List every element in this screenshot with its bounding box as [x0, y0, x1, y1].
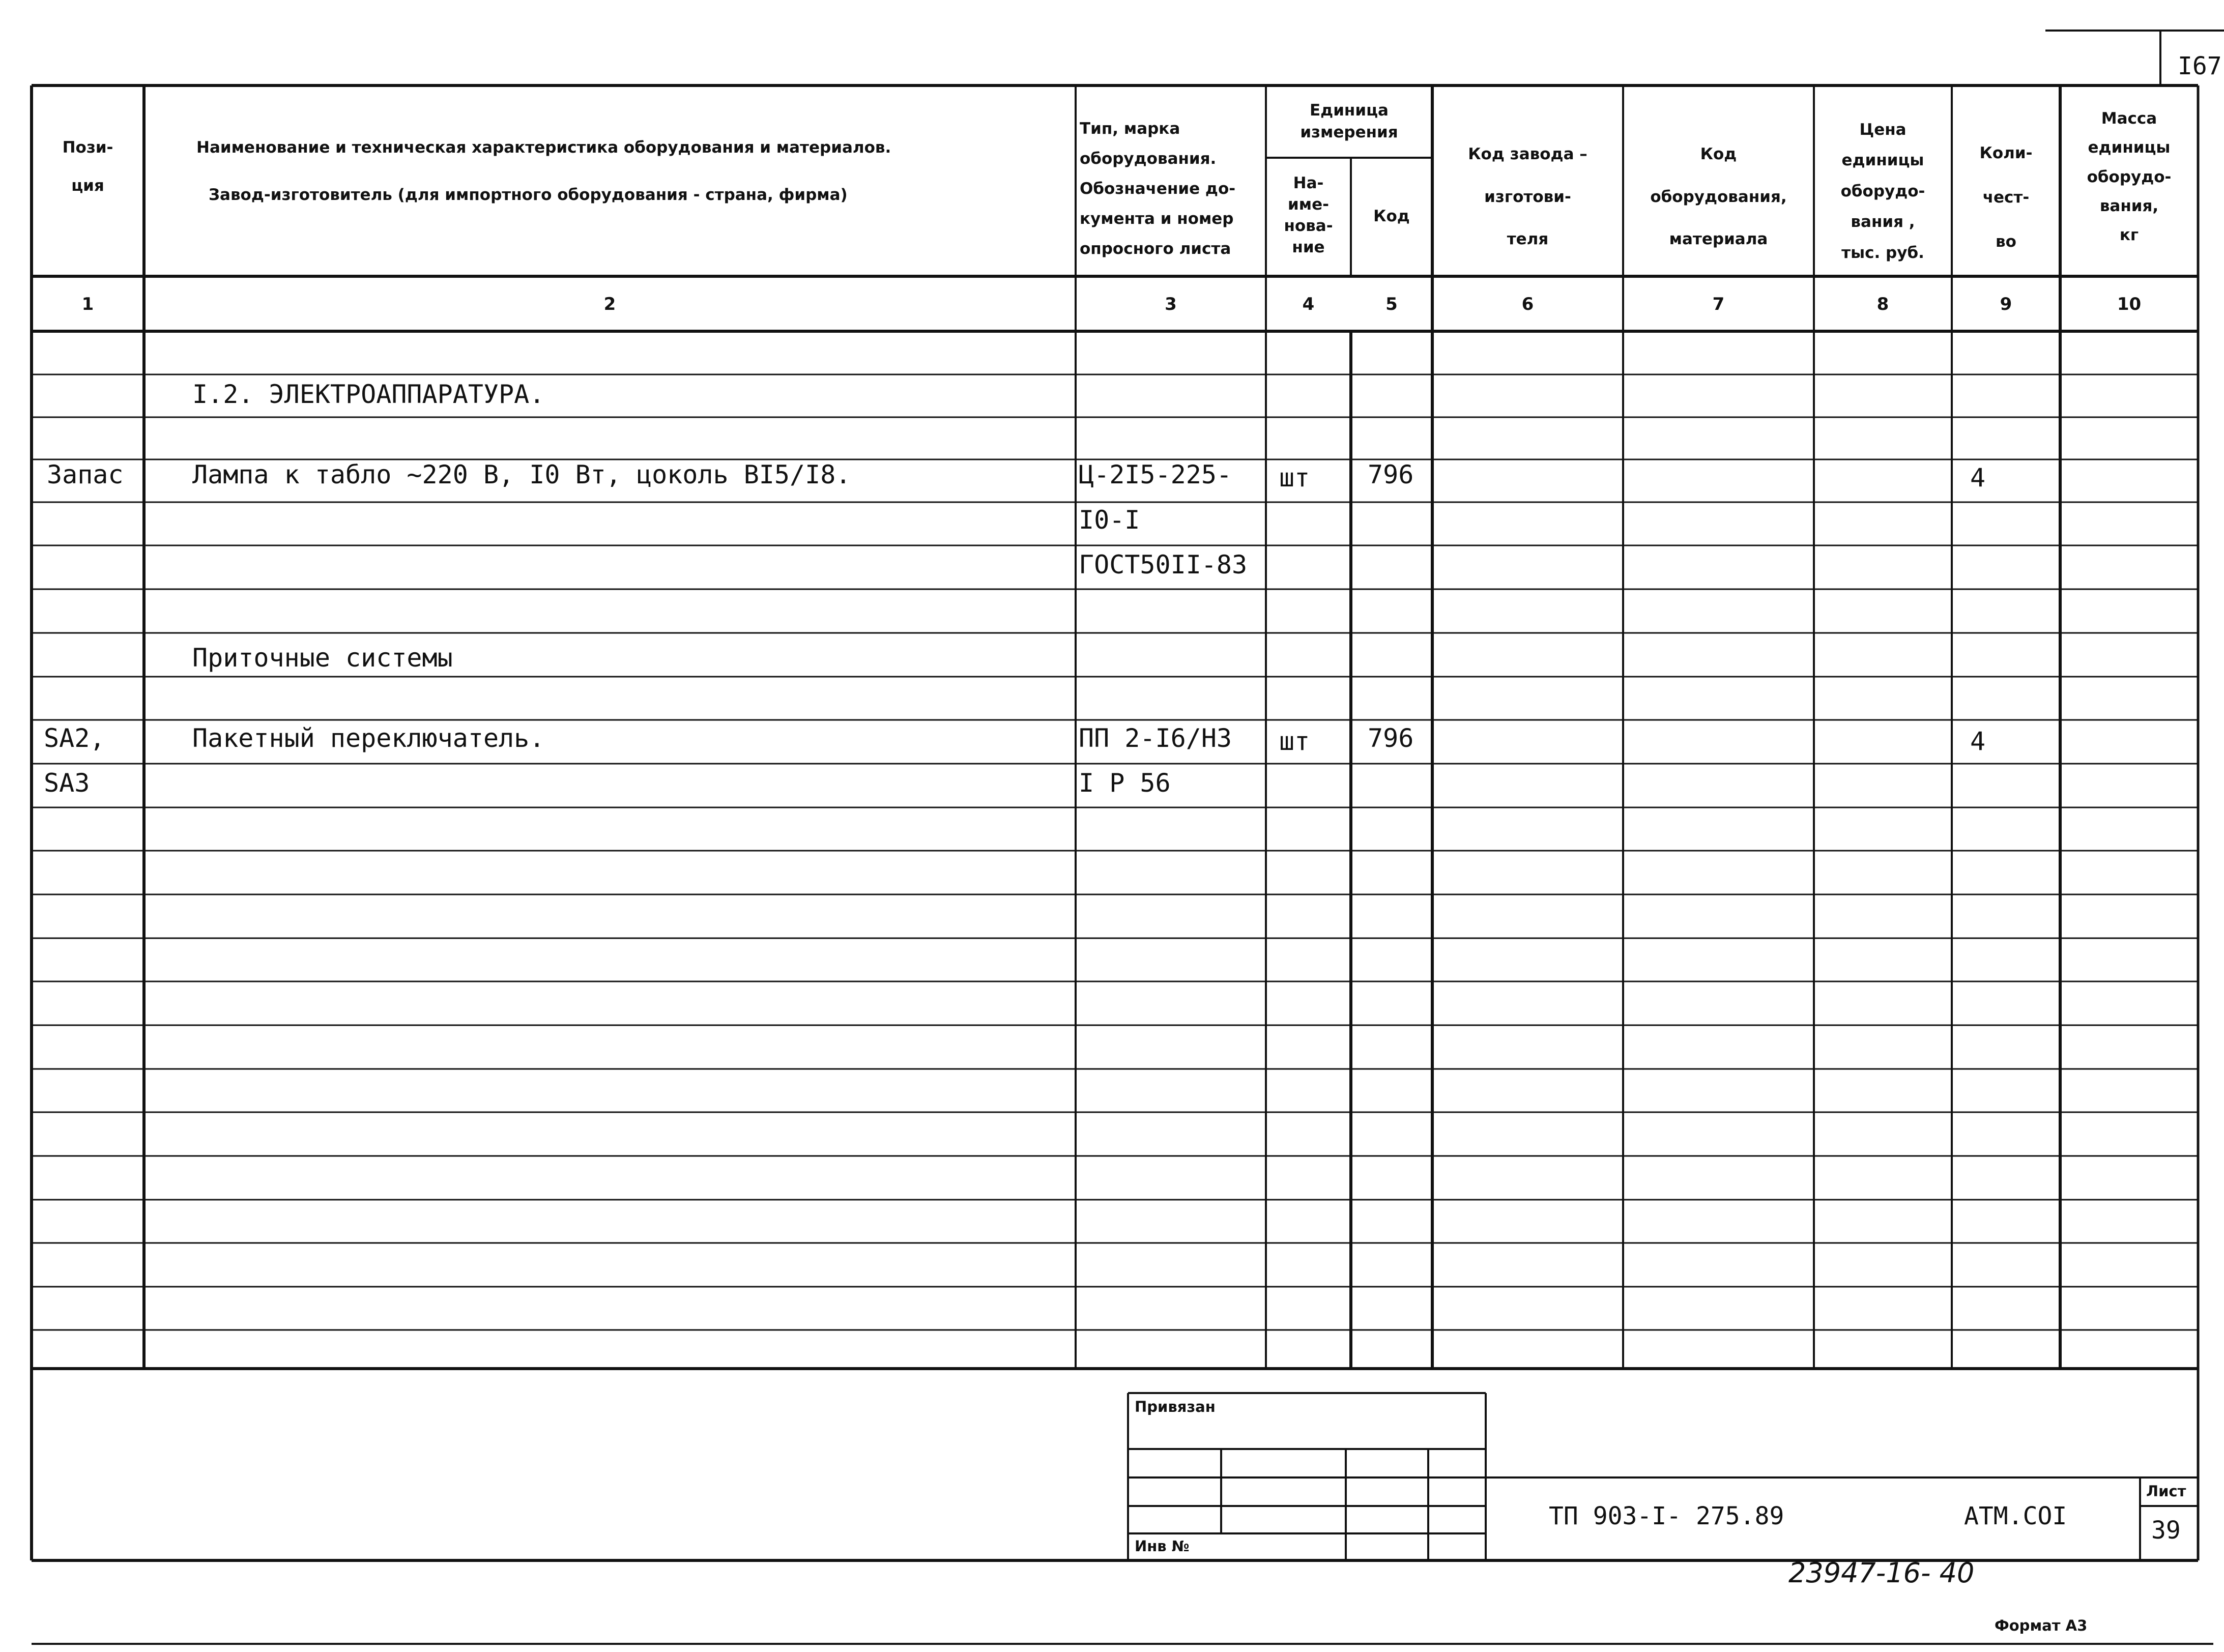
header-type-line: Обозначение до-	[1080, 179, 1236, 198]
header-price-line: оборудо-	[1840, 182, 1925, 200]
stamp-sheet-number: 39	[2151, 1516, 2181, 1545]
header-quantity	[1952, 131, 2060, 264]
header-unit-line: измерения	[1300, 123, 1398, 142]
archive-number: 23947-16- 40	[1788, 1557, 1975, 1589]
table-row-quantity: 4	[1970, 463, 1986, 492]
header-mass	[2060, 104, 2198, 250]
header-quantity-line: Коли-	[1979, 144, 2033, 162]
header-quantity-line: во	[1996, 232, 2016, 251]
column-number: 5	[1385, 294, 1398, 314]
header-type-line: Тип, марка	[1080, 120, 1180, 138]
header-mass-line: оборудо-	[2087, 167, 2172, 186]
column-number: 8	[1876, 294, 1889, 314]
table-row-name: Лампа к табло ~220 В, I0 Вт, цоколь BI5/I8.	[192, 460, 851, 489]
header-equipment-code-line: Код	[1700, 145, 1737, 163]
stamp-bound-label: Привязан	[1135, 1398, 1216, 1415]
column-number: 3	[1165, 294, 1177, 314]
header-price-line: тыс. руб.	[1841, 243, 1924, 262]
column-number: 9	[2000, 294, 2012, 314]
header-equipment-code-line: материала	[1669, 230, 1768, 249]
table-row-position: Запас	[47, 460, 124, 489]
header-equipment-code	[1623, 133, 1814, 261]
header-quantity-line: чест-	[1982, 188, 2030, 207]
header-price-line: вания ,	[1851, 213, 1915, 231]
table-row-type: I0-I	[1079, 505, 1140, 535]
format-label: Формат A3	[1995, 1617, 2088, 1634]
column-number: 1	[81, 294, 94, 314]
header-type-line: опросного листа	[1080, 239, 1231, 258]
header-mass-line: Масса	[2101, 109, 2157, 128]
table-row-unit: шт	[1279, 727, 1310, 756]
table-row-code: 796	[1368, 723, 1414, 753]
header-type	[1080, 114, 1264, 264]
header-unit-name-line: На-	[1293, 174, 1324, 192]
column-number: 6	[1521, 294, 1534, 314]
stamp-doc-code: ТП 903-I- 275.89	[1549, 1502, 1784, 1530]
header-unit-name-line: име-	[1288, 195, 1329, 214]
table-row-position: SA3	[44, 768, 90, 798]
stamp-sheet-label: Лист	[2146, 1483, 2186, 1500]
header-unit-line: Единица	[1310, 101, 1389, 120]
table-row-type: ГОСТ50II-83	[1079, 550, 1248, 579]
stamp-inv-label: Инв №	[1135, 1538, 1190, 1555]
header-mass-line: единицы	[2088, 138, 2171, 157]
corner-sheet-number: I67	[2178, 52, 2222, 80]
section-heading: I.2. ЭЛЕКТРОАППАРАТУРА.	[192, 380, 545, 409]
header-type-line: оборудования.	[1080, 149, 1217, 168]
table-row-name: Пакетный переключатель.	[192, 723, 545, 753]
header-manufacturer-code	[1432, 133, 1623, 261]
header-equipment-code-line: оборудования,	[1650, 187, 1787, 206]
header-mass-line: вания,	[2099, 197, 2159, 216]
header-position	[32, 140, 144, 194]
table-row-quantity: 4	[1970, 727, 1986, 756]
table-row-position: SA2,	[44, 723, 105, 753]
header-unit-group	[1266, 100, 1432, 144]
header-unit-name-line: нова-	[1284, 216, 1333, 235]
table-row-unit: шт	[1279, 463, 1310, 492]
header-price-line: единицы	[1841, 151, 1924, 170]
header-manufacturer: Завод-изготовитель (для импортного оборудования - страна, фирма)	[209, 186, 848, 204]
header-manufacturer-code-line: теля	[1507, 230, 1549, 249]
table-row-type: ПП 2-I6/Н3	[1079, 723, 1232, 753]
header-unit-name	[1266, 173, 1351, 258]
header-manufacturer-code-line: Код завода –	[1468, 145, 1587, 163]
header-manufacturer-code-line: изготови-	[1484, 187, 1571, 206]
header-position-line: Пози-	[62, 138, 113, 157]
stamp-doc-mark: АТМ.COI	[1964, 1502, 2067, 1530]
column-number: 10	[2117, 294, 2142, 314]
header-name: Наименование и техническая характеристика оборудования и материалов.	[196, 138, 891, 157]
header-price	[1814, 114, 1952, 268]
header-mass-line: кг	[2119, 226, 2139, 245]
column-number: 7	[1712, 294, 1725, 314]
column-number: 4	[1302, 294, 1315, 314]
header-type-line: кумента и номер	[1080, 209, 1234, 228]
header-price-line: Цена	[1859, 121, 1907, 139]
table-row-code: 796	[1368, 460, 1414, 489]
header-position-line: ция	[71, 177, 104, 195]
section-subheading: Приточные системы	[192, 643, 453, 673]
header-unit-code: Код	[1373, 207, 1410, 225]
table-row-type: Ц-2I5-225-	[1079, 460, 1232, 489]
column-number: 2	[603, 294, 616, 314]
table-row-type: I Р 56	[1079, 768, 1171, 798]
header-unit-name-line: ние	[1292, 238, 1325, 256]
